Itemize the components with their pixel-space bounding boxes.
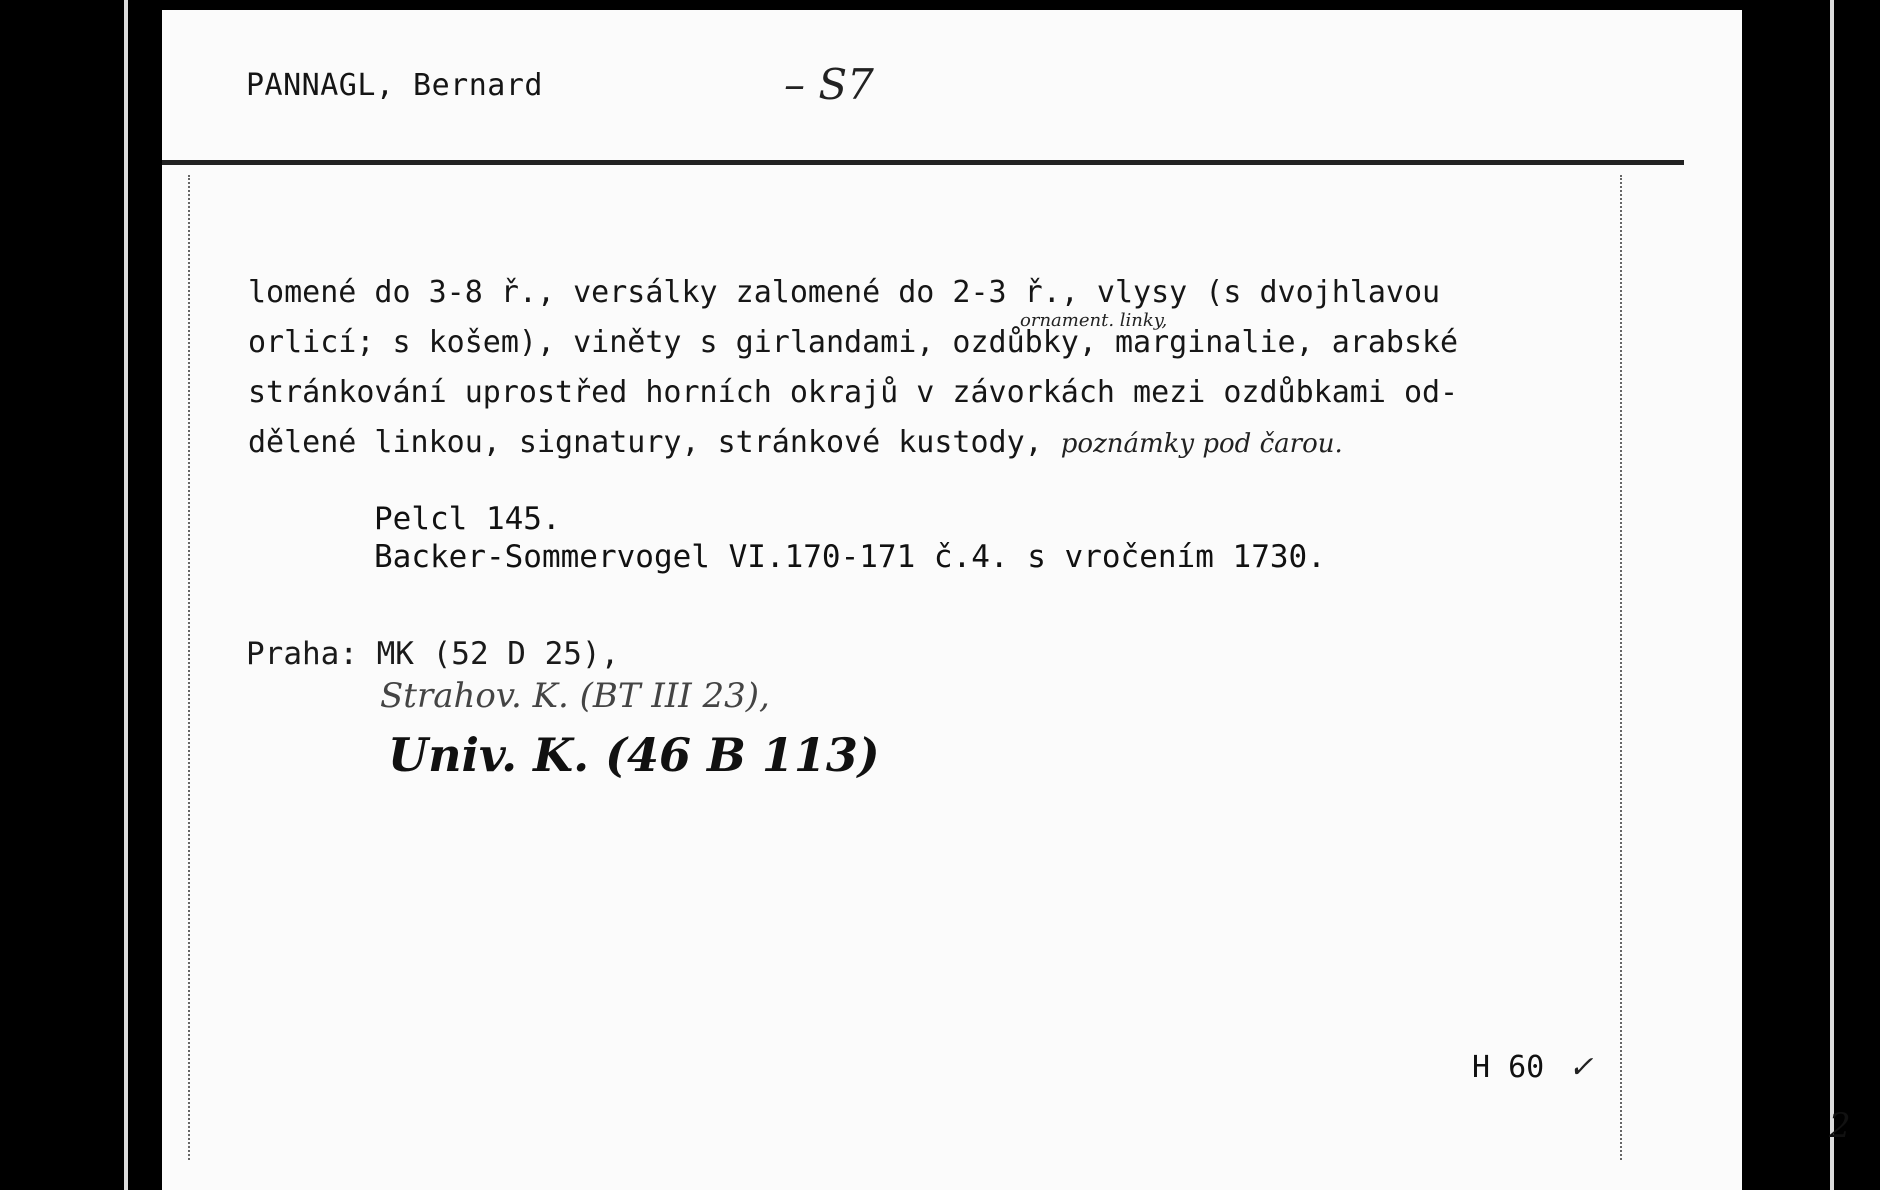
right-margin-line bbox=[1620, 175, 1622, 1160]
description-line: lomené do 3-8 ř., versálky zalomené do 2-3 ř., vlysy (s dvojhlavou bbox=[248, 275, 1441, 310]
holding-handwritten-univ: Univ. K. (46 B 113) bbox=[388, 728, 880, 782]
reference-item: Backer-Sommervogel VI.170-171 č.4. s vročením 1730. bbox=[374, 539, 1326, 575]
signature-code bbox=[1472, 1050, 1593, 1085]
heading-handwritten-mark: – S7 bbox=[784, 60, 874, 109]
description-line-text: orlicí; s košem), viněty s girlandami, ozdůbky, marginalie, arabské bbox=[248, 325, 1459, 360]
description-line bbox=[248, 310, 1459, 368]
catalog-card bbox=[162, 10, 1851, 1190]
description-line: stránkování uprostřed horních okrajů v závorkách mezi ozdůbkami od- bbox=[248, 375, 1459, 410]
holding-printed: Praha: MK (52 D 25), bbox=[246, 636, 620, 672]
scan-edge-right bbox=[1830, 0, 1834, 1190]
references bbox=[374, 500, 1326, 576]
scan-edge-left bbox=[124, 0, 128, 1190]
card-heading bbox=[246, 68, 543, 103]
page-mark: 2 bbox=[1829, 1106, 1851, 1146]
left-margin-line bbox=[188, 175, 190, 1160]
description-block bbox=[248, 268, 1458, 468]
description-line bbox=[248, 418, 1458, 468]
description-line-text: dělené linkou, signatury, stránkové kustody, bbox=[248, 425, 1043, 460]
reference-item: Pelcl 145. bbox=[374, 501, 561, 537]
author-name: PANNAGL, Bernard bbox=[246, 68, 543, 103]
handwritten-addition: poznámky pod čarou. bbox=[1060, 429, 1343, 459]
holding-handwritten-strahov: Strahov. K. (BT III 23), bbox=[380, 676, 770, 716]
check-mark-icon: ✓ bbox=[1568, 1050, 1594, 1085]
signature-code-text: H 60 bbox=[1472, 1050, 1545, 1085]
heading-rule bbox=[162, 160, 1684, 165]
handwritten-insertion: ornament. linky, bbox=[1020, 310, 1168, 331]
